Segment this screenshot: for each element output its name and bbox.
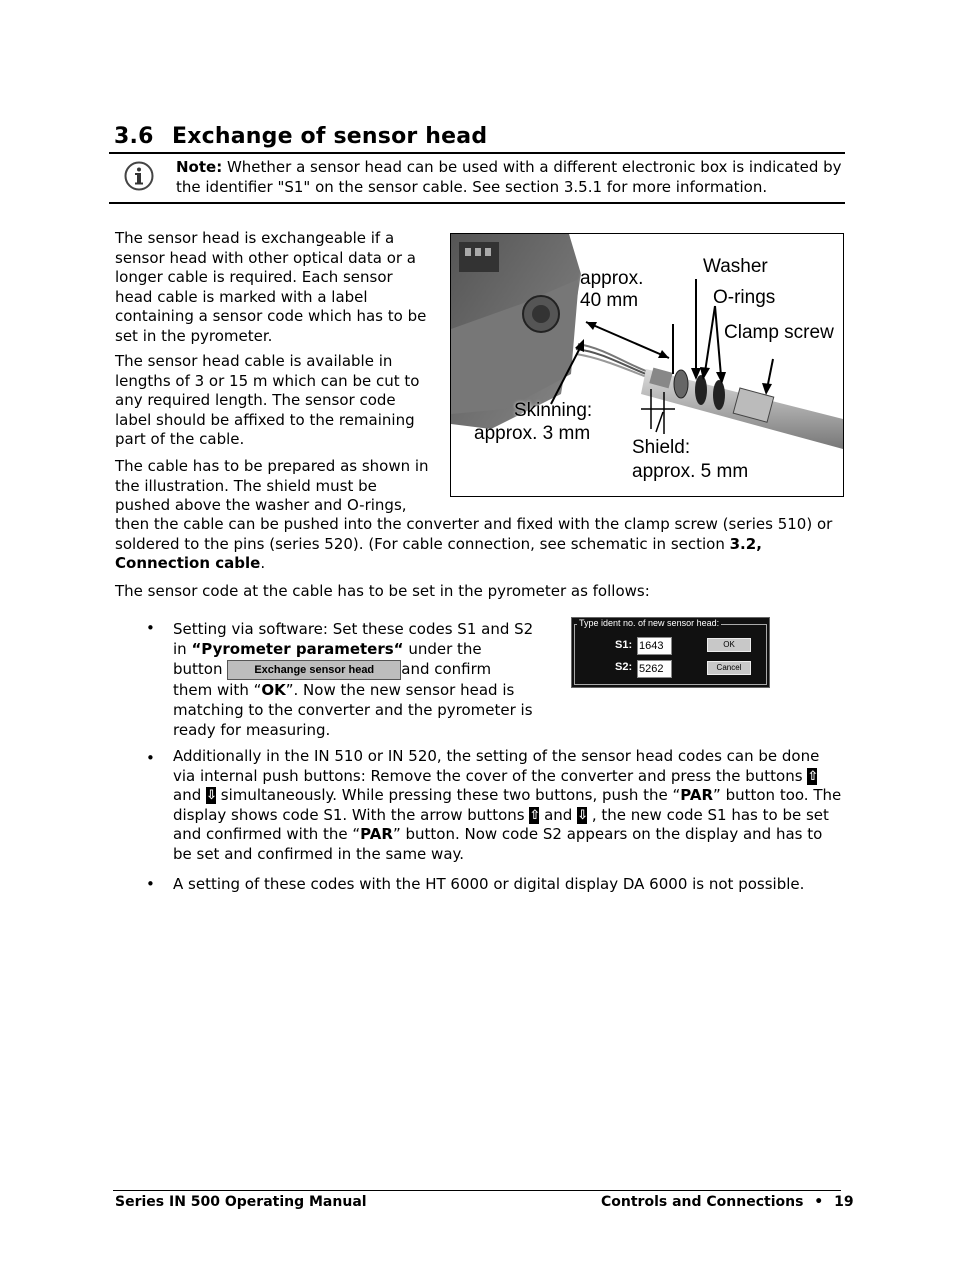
bullet-2-text-b: simultaneously. While pressing these two buttons, push the “ [216,786,681,804]
bullet-2-text-e: ” button. Now code S2 appears on the display and has to be set and confirmed in the same way. [173,825,823,863]
bullet-marker-2: • [146,749,155,767]
bullet-1-text-c: and confirm them with “ [173,660,492,699]
section-title: Exchange of sensor head [172,124,488,149]
label-clamp-screw: Clamp screw [724,322,834,343]
label-washer: Washer [703,256,768,277]
label-shield-value: approx. 5 mm [632,461,749,482]
sensor-dialog [571,617,770,688]
dialog-title: Type ident no. of new sensor head: [579,618,720,628]
footer-separator: • [814,1194,824,1210]
cancel-button[interactable]: Cancel [707,661,751,675]
paragraph-3a-text: The cable has to be prepared as shown in the illustration. The shield must be pushed above the washer and O-rings, [115,457,429,514]
note-text [176,158,846,197]
bullet-1-text-d: ”. Now the new sensor head is matching to the converter and the pyrometer is ready for measuring. [173,680,533,739]
note-body: Whether a sensor head can be used with a different electronic box is indicated by the identifier "S1" on the sensor cable. See section 3.5.1 for more information. [176,158,842,196]
paragraph-3b-end: . [260,554,266,572]
bullet-3 [173,875,843,895]
paragraph-2-text: The sensor head cable is available in lengths of 3 or 15 m which can be cut to any required length. The sensor code label should be affixed to the remaining part of the cable. [115,352,420,448]
section-heading [114,124,487,149]
paragraph-3a [115,457,433,516]
footer-right [601,1194,854,1210]
bullet-2-and-2: and [539,805,578,824]
up-arrow-icon: ⇧ [807,768,819,784]
exchange-sensor-head-button[interactable]: Exchange sensor head [227,660,401,680]
paragraph-3b-text: then the cable can be pushed into the converter and fixed with the clamp screw (series 510) or soldered to the pins (series 520). (For cable connection, see schematic in section [115,515,833,553]
info-icon [124,161,154,191]
label-o-rings: O-rings [713,287,776,308]
page-number: 19 [834,1194,854,1210]
label-shield-title: Shield: [632,437,691,458]
label-skinning [514,399,592,422]
down-arrow-icon: ⇩ [577,807,589,823]
section-reference: 3.2, Connection cable [115,534,762,572]
bullet-2 [173,747,843,864]
footer-rule [113,1190,841,1191]
label-40mm: 40 mm [580,290,639,311]
paragraph-4-text: The sensor code at the cable has to be set in the pyrometer as follows: [115,582,650,600]
paragraph-4 [115,582,835,602]
s2-label: S2: [615,661,633,673]
bullet-2-and-1: and [173,786,206,804]
ok-ref: OK [261,680,286,699]
paragraph-1 [115,229,433,346]
section-number: 3.6 [114,124,154,149]
bullet-3-text: A setting of these codes with the HT 6000 or digital display DA 6000 is not possible. [173,875,805,893]
label-shield [632,436,748,484]
bullet-2-text-d: , the new code S1 has to be set and confirmed with the “ [173,805,829,843]
bullet-marker-1: • [146,619,155,637]
label-skinning-value: approx. 3 mm [474,423,591,444]
par-ref-1: PAR [680,786,714,804]
label-skinning-title: Skinning: [514,400,593,421]
bullet-marker-3: • [146,875,155,893]
cable-illustration [450,233,844,497]
heading-rule [109,152,845,154]
note-rule [109,202,845,204]
paragraph-2 [115,352,433,450]
down-arrow-icon: ⇩ [206,788,217,803]
pyrometer-parameters-ref: “Pyrometer parameters“ [191,640,404,658]
bullet-1 [173,619,535,740]
label-approx: approx. [580,268,644,289]
paragraph-1-text: The sensor head is exchangeable if a sensor head with other optical data or a longer cable is required. Each sensor head cable is marked with a label containing a sensor code which has to be set in the pyrometer. [115,229,427,345]
bullet-2-text-c: ” button too. The display shows code S1. With the arrow buttons [173,786,842,824]
bullet-1-text-a: Setting via software: Set these codes S1 and S2 in [173,620,534,658]
bullet-1-text-b: under the button [173,640,482,678]
s1-label: S1: [615,639,633,651]
paragraph-3b [115,515,835,574]
s1-input[interactable]: 1643 [637,637,672,655]
s2-input[interactable]: 5262 [637,660,672,678]
par-ref-2: PAR [360,825,393,843]
footer-left: Series IN 500 Operating Manual [115,1194,367,1210]
ok-button[interactable]: OK [707,638,751,652]
bullet-2-text-a: Additionally in the IN 510 or IN 520, the setting of the sensor head codes can be done via internal push buttons: Remove the cover of the converter and press the buttons [173,747,820,785]
footer-chapter: Controls and Connections [601,1194,804,1210]
label-approx-40mm [580,268,643,312]
up-arrow-icon: ⇧ [529,807,541,823]
note-label: Note: [176,158,223,176]
